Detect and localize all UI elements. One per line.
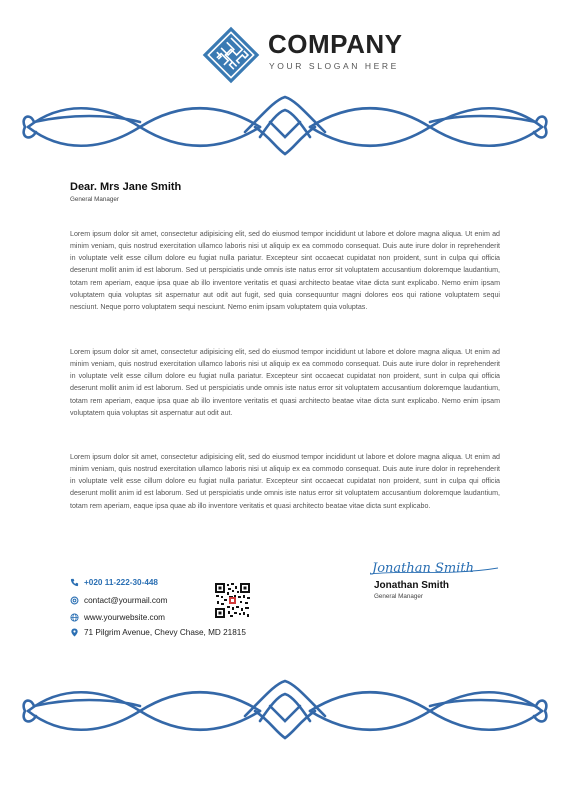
body-paragraph-2: Lorem ipsum dolor sit amet, consectetur adipisicing elit, sed do eiusmod tempor incididunt ut labore et dolore magna aliqua. Ut enim ad minim veniam, quis nostrud exercitation ullamco laboris nisi ut aliquip ex ea commodo consequat. Duis aute irure dolor in reprehenderit in voluptate velit esse cillum dolore eu fugiat nulla pariatur. Excepteur sint occaecat cupidatat non proident, sunt in culpa qui officia deserunt mollit anim id est laborum. Sed ut perspiciatis unde omnis iste natus error sit voluptatem accusantium doloremque laudantium, totam rem aperiam, eaque ipsa quae ab illo inventore veritatis et quasi architecto beatae vitae dicta sunt explicabo. Nemo enim ipsam voluptatem quia voluptas sit aspernatur aut odit aut. <box>70 348 500 417</box>
qr-code-icon[interactable] <box>214 582 251 619</box>
email-icon <box>70 596 79 605</box>
signer-name: Jonathan Smith <box>374 580 450 591</box>
email-address[interactable]: contact@yourmail.com <box>84 596 168 605</box>
company-slogan: YOUR SLOGAN HERE <box>269 61 399 71</box>
location-pin-icon <box>70 628 79 637</box>
maze-diamond-logo-icon <box>200 24 262 86</box>
top-celtic-border <box>20 92 550 162</box>
handwritten-signature <box>370 554 500 580</box>
company-name: COMPANY <box>268 29 403 59</box>
body-paragraph-3: Lorem ipsum dolor sit amet, consectetur adipisicing elit, sed do eiusmod tempor incididunt ut labore et dolore magna aliqua. Ut enim ad minim veniam, quis nostrud exercitation ullamco laboris nisi ut aliquip ex ea commodo consequat. Duis aute irure dolor in reprehenderit in voluptate velit esse cillum dolore eu fugiat nulla pariatur. Excepteur sint occaecat cupidatat non proident, sunt in culpa qui officia deserunt mollit anim id est laborum. Sed ut perspiciatis unde omnis iste natus error sit voluptatem accusantium doloremque laudantium, totam rem aperiam, eaque ipsa quae ab illo inventore veritatis et quasi architecto beatae vitae dicta sunt explicabo. <box>70 453 500 510</box>
body-paragraph-1: Lorem ipsum dolor sit amet, consectetur adipisicing elit, sed do eiusmod tempor incididunt ut labore et dolore magna aliqua. Ut enim ad minim veniam, quis nostrud exercitation ullamco laboris nisi ut aliquip ex ea commodo consequat. Duis aute irure dolor in reprehenderit in voluptate velit esse cillum dolore eu fugiat nulla pariatur. Excepteur sint occaecat cupidatat non proident, sunt in culpa qui officia deserunt mollit anim id est laborum. Sed ut perspiciatis unde omnis iste natus error sit voluptatem accusantium doloremque laudantium, totam rem aperiam, eaque ipsa quae ab illo inventore veritatis et quasi architecto beatae vitae dicta sunt explicabo. Nemo enim ipsam voluptatem quia voluptas sit aspernatur aut odit aut fugit, sed quia consequuntur magni dolores eos qui ratione voluptatem sequi nesciunt. Neque porro voluptatem sequi nesciunt. Nemo enim ipsam voluptatem quia voluptas. <box>70 230 500 311</box>
phone-icon <box>70 578 79 587</box>
globe-icon <box>70 613 79 622</box>
company-logo <box>200 24 410 90</box>
contact-address <box>70 628 246 637</box>
contact-email <box>70 596 167 605</box>
recipient-name: Dear. Mrs Jane Smith <box>70 181 182 193</box>
signer-title: General Manager <box>374 593 424 600</box>
postal-address: 71 Pilgrim Avenue, Chevy Chase, MD 21815 <box>84 628 246 637</box>
bottom-celtic-border <box>20 676 550 746</box>
recipient-title: General Manager <box>70 196 120 203</box>
contact-phone <box>70 578 158 587</box>
svg-text:Jonathan Smith: Jonathan Smith <box>372 561 475 576</box>
website-url[interactable]: www.yourwebsite.com <box>84 613 165 622</box>
contact-website <box>70 613 165 622</box>
phone-number[interactable]: +020 11-222-30-448 <box>84 578 158 587</box>
